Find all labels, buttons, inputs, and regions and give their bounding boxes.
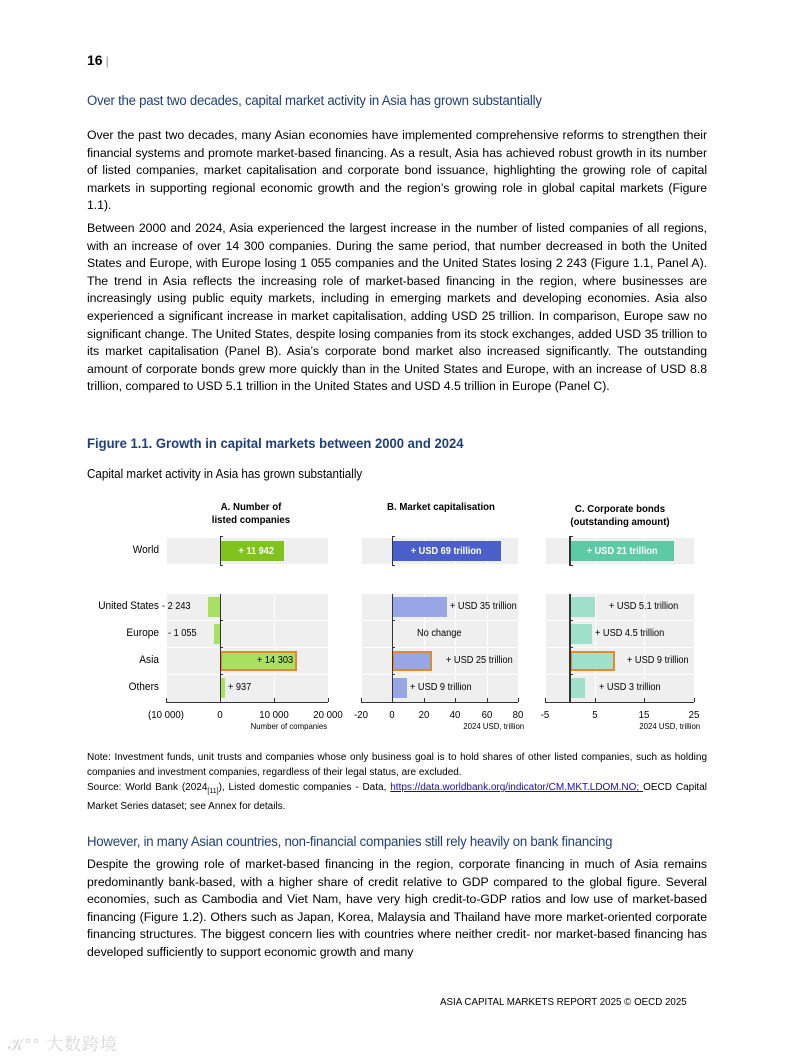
bar-united-states bbox=[570, 597, 595, 617]
page-footer: ASIA CAPITAL MARKETS REPORT 2025 © OECD 2025 bbox=[440, 996, 687, 1008]
x-tick-label: 5 bbox=[591, 709, 598, 721]
section-heading: However, in many Asian countries, non-financial companies still rely heavily on bank financing bbox=[87, 834, 613, 850]
x-tick bbox=[328, 698, 329, 702]
gridline bbox=[545, 594, 546, 702]
gridline bbox=[328, 538, 329, 564]
bar-value-label: - 1 055 bbox=[168, 628, 197, 639]
bar-value-label: + USD 21 trillion bbox=[586, 546, 658, 557]
watermark-text: 大数跨境 bbox=[46, 1035, 119, 1054]
page-separator: | bbox=[105, 54, 109, 68]
zero-notch bbox=[220, 620, 223, 621]
bar-value-label: + USD 9 trillion bbox=[626, 655, 689, 666]
bar-europe bbox=[570, 624, 592, 644]
bar-value-label: No change bbox=[417, 628, 462, 639]
gridline bbox=[166, 538, 167, 564]
zero-line-world bbox=[569, 536, 571, 566]
row-separator bbox=[166, 674, 328, 675]
panel-title-line: C. Corporate bonds bbox=[574, 503, 666, 515]
source-suffix: OECD Capital Market Series dataset; see Annex for details. bbox=[87, 782, 707, 812]
gridline bbox=[274, 594, 275, 702]
zero-notch bbox=[392, 536, 395, 537]
source-prefix: Source: World Bank (2024 bbox=[87, 782, 208, 793]
row-label: Others bbox=[128, 681, 159, 693]
x-tick bbox=[274, 698, 275, 702]
x-tick-label: 80 bbox=[512, 709, 524, 721]
x-tick-label: 20 bbox=[418, 709, 430, 721]
bar-value-label: + USD 35 trillion bbox=[450, 601, 518, 612]
x-tick-label: 60 bbox=[481, 709, 492, 721]
zero-line bbox=[220, 594, 222, 702]
gridline bbox=[694, 594, 695, 702]
x-axis-label: Number of companies bbox=[250, 721, 327, 731]
zero-line bbox=[392, 594, 394, 702]
zero-notch bbox=[220, 565, 223, 566]
x-tick bbox=[545, 698, 546, 702]
bar-value-label: + USD 25 trillion bbox=[445, 655, 513, 666]
page-number bbox=[87, 52, 109, 68]
gridline bbox=[361, 594, 362, 702]
x-tick-label: 10 000 bbox=[259, 709, 289, 721]
zero-notch bbox=[570, 620, 573, 621]
bar-value-label: + USD 4.5 trillion bbox=[595, 628, 665, 639]
figure-title: Figure 1.1. Growth in capital markets between 2000 and 2024 bbox=[87, 436, 464, 452]
bar-value-label: + USD 3 trillion bbox=[598, 682, 661, 693]
bar-value-label: + USD 69 trillion bbox=[411, 546, 482, 557]
x-tick-label: -5 bbox=[540, 709, 550, 721]
row-separator bbox=[166, 620, 328, 621]
zero-line-world bbox=[220, 536, 222, 566]
zero-notch bbox=[570, 674, 573, 675]
section-heading: Over the past two decades, capital market activity in Asia has grown substantially bbox=[87, 93, 542, 109]
panel-title bbox=[168, 501, 334, 527]
row-separator bbox=[361, 674, 518, 675]
x-tick bbox=[694, 698, 695, 702]
page-number-value: 16 bbox=[87, 52, 103, 68]
zero-line-world bbox=[392, 536, 394, 566]
zero-notch bbox=[392, 674, 395, 675]
note-text: Note: Investment funds, unit trusts and companies whose only business goal is to hold shares of other listed companies, such as holding companies and investment companies, regardless of their legal status, are excluded. bbox=[87, 752, 707, 778]
panel-title-line: (outstanding amount) bbox=[570, 516, 670, 528]
x-tick bbox=[487, 698, 488, 702]
panel-title-line: A. Number of bbox=[220, 501, 282, 513]
gridline bbox=[694, 538, 695, 564]
gridline bbox=[518, 594, 519, 702]
zero-notch bbox=[392, 565, 395, 566]
source-ref: [11] bbox=[207, 788, 219, 795]
x-tick bbox=[455, 698, 456, 702]
x-axis bbox=[361, 702, 518, 703]
bar-value-label: - 2 243 bbox=[161, 601, 191, 612]
row-label: Europe bbox=[126, 627, 159, 639]
bar-asia bbox=[392, 651, 431, 671]
watermark-logo-icon: 𝒦°° bbox=[8, 1035, 47, 1054]
zero-notch bbox=[392, 620, 395, 621]
x-axis bbox=[166, 702, 328, 703]
row-separator bbox=[545, 674, 694, 675]
watermark bbox=[8, 1030, 118, 1055]
figure-note bbox=[87, 750, 707, 814]
row-separator bbox=[545, 647, 694, 648]
row-separator bbox=[545, 620, 694, 621]
source-text bbox=[87, 780, 707, 814]
panel-title bbox=[358, 501, 524, 514]
x-tick bbox=[361, 698, 362, 702]
zero-notch bbox=[570, 647, 573, 648]
figure-subtitle: Capital market activity in Asia has grown substantially bbox=[87, 467, 363, 481]
zero-notch bbox=[570, 536, 573, 537]
x-tick bbox=[220, 698, 221, 702]
x-tick bbox=[166, 698, 167, 702]
row-label: Asia bbox=[139, 654, 159, 666]
x-tick bbox=[518, 698, 519, 702]
x-tick-label: 20 000 bbox=[313, 709, 343, 721]
row-separator bbox=[166, 647, 328, 648]
zero-line bbox=[569, 594, 571, 702]
paragraph: Despite the growing role of market-based financing in the region, corporate financing in much of Asia remains predominantly bank-based, with a higher share of credit relative to GDP compared to the global figure. Several economies, such as Cambodia and Viet Nam, have very high credit-to-GDP ratios and low use of market-based financing (Figure 1.2). Others such as Japan, Korea, Malaysia and Thailand have more market-oriented corporate financing structures. The biggest concern lies with countries where neither credit- nor market-based financing has developed sufficiently to support economic growth and many bbox=[87, 857, 707, 959]
x-axis-label: 2024 USD, trillion bbox=[463, 721, 524, 731]
x-tick bbox=[424, 698, 425, 702]
zero-notch bbox=[220, 674, 223, 675]
x-tick-label: -20 bbox=[354, 709, 368, 721]
source-link[interactable]: https://data.worldbank.org/indicator/CM.MKT.LDOM.NO; bbox=[390, 782, 644, 793]
gridline bbox=[545, 538, 546, 564]
bar-others bbox=[392, 678, 406, 698]
bar-asia bbox=[570, 651, 615, 671]
x-tick-label: 15 bbox=[638, 709, 650, 721]
zero-notch bbox=[220, 536, 223, 537]
gridline bbox=[328, 594, 329, 702]
zero-notch bbox=[570, 565, 573, 566]
row-separator bbox=[361, 647, 518, 648]
panel-title-line: listed companies bbox=[211, 514, 291, 526]
gridline bbox=[361, 538, 362, 564]
bar-value-label: + USD 5.1 trillion bbox=[609, 601, 679, 612]
bar-united-states bbox=[208, 597, 220, 617]
zero-notch bbox=[392, 647, 395, 648]
row-label: World bbox=[132, 544, 159, 556]
x-tick bbox=[644, 698, 645, 702]
bar-others bbox=[570, 678, 585, 698]
paragraph: Between 2000 and 2024, Asia experienced the largest increase in the number of listed companies of all regions, with an increase of over 14 300 companies. During the same period, that number decreased in both the United States and Europe, with Europe losing 1 055 companies and the United States losing 2 243 (Figure 1.1, Panel A). The trend in Asia reflects the increasing role of market-based financing in the region, where businesses are increasingly using public equity markets, including in emerging markets and developing economies. Asia also experienced a significant increase in market capitalisation, adding USD 25 trillion. In comparison, Europe saw no significant change. The United States, despite losing companies from its stock exchanges, added USD 35 trillion to its market capitalisation (Panel B). Asia’s corporate bond market also increased significantly. The outstanding amount of corporate bonds grew more quickly than in the United States and Europe, with an increase of USD 8.8 trillion, compared to USD 5.1 trillion in the United States and USD 4.5 trillion in Europe (Panel C). bbox=[87, 221, 707, 394]
x-tick-label: 40 bbox=[449, 709, 461, 721]
row-separator bbox=[361, 620, 518, 621]
paragraph: Over the past two decades, many Asian economies have implemented comprehensive reforms to strengthen their financial systems and promote market-based financing. As a result, Asia has achieved robust growth in its number of listed companies, market capitalisation and corporate bond issuance, highlighting the growing role of capital markets in supporting regional economic growth and the region’s growing role in global capital markets (Figure 1.1). bbox=[87, 128, 707, 213]
x-tick bbox=[392, 698, 393, 702]
bar-value-label: + 14 303 bbox=[257, 655, 294, 666]
x-axis-label: 2024 USD, trillion bbox=[639, 721, 700, 731]
bar-united-states bbox=[392, 597, 447, 617]
source-mid: ), Listed domestic companies - Data, bbox=[218, 782, 391, 793]
x-tick-label: 25 bbox=[688, 709, 700, 721]
bar-value-label: + USD 9 trillion bbox=[409, 682, 472, 693]
zero-notch bbox=[220, 647, 223, 648]
x-tick bbox=[595, 698, 596, 702]
row-label: United States bbox=[98, 600, 159, 612]
x-tick-label: (10 000) bbox=[148, 709, 184, 721]
gridline bbox=[518, 538, 519, 564]
x-tick-label: 0 bbox=[217, 709, 223, 721]
x-tick-label: 0 bbox=[389, 709, 396, 721]
panel-title bbox=[537, 503, 703, 529]
bar-value-label: + 937 bbox=[228, 682, 252, 693]
x-axis bbox=[545, 702, 694, 703]
panel-title-line: B. Market capitalisation bbox=[387, 501, 495, 513]
bar-value-label: + 11 942 bbox=[238, 546, 275, 557]
